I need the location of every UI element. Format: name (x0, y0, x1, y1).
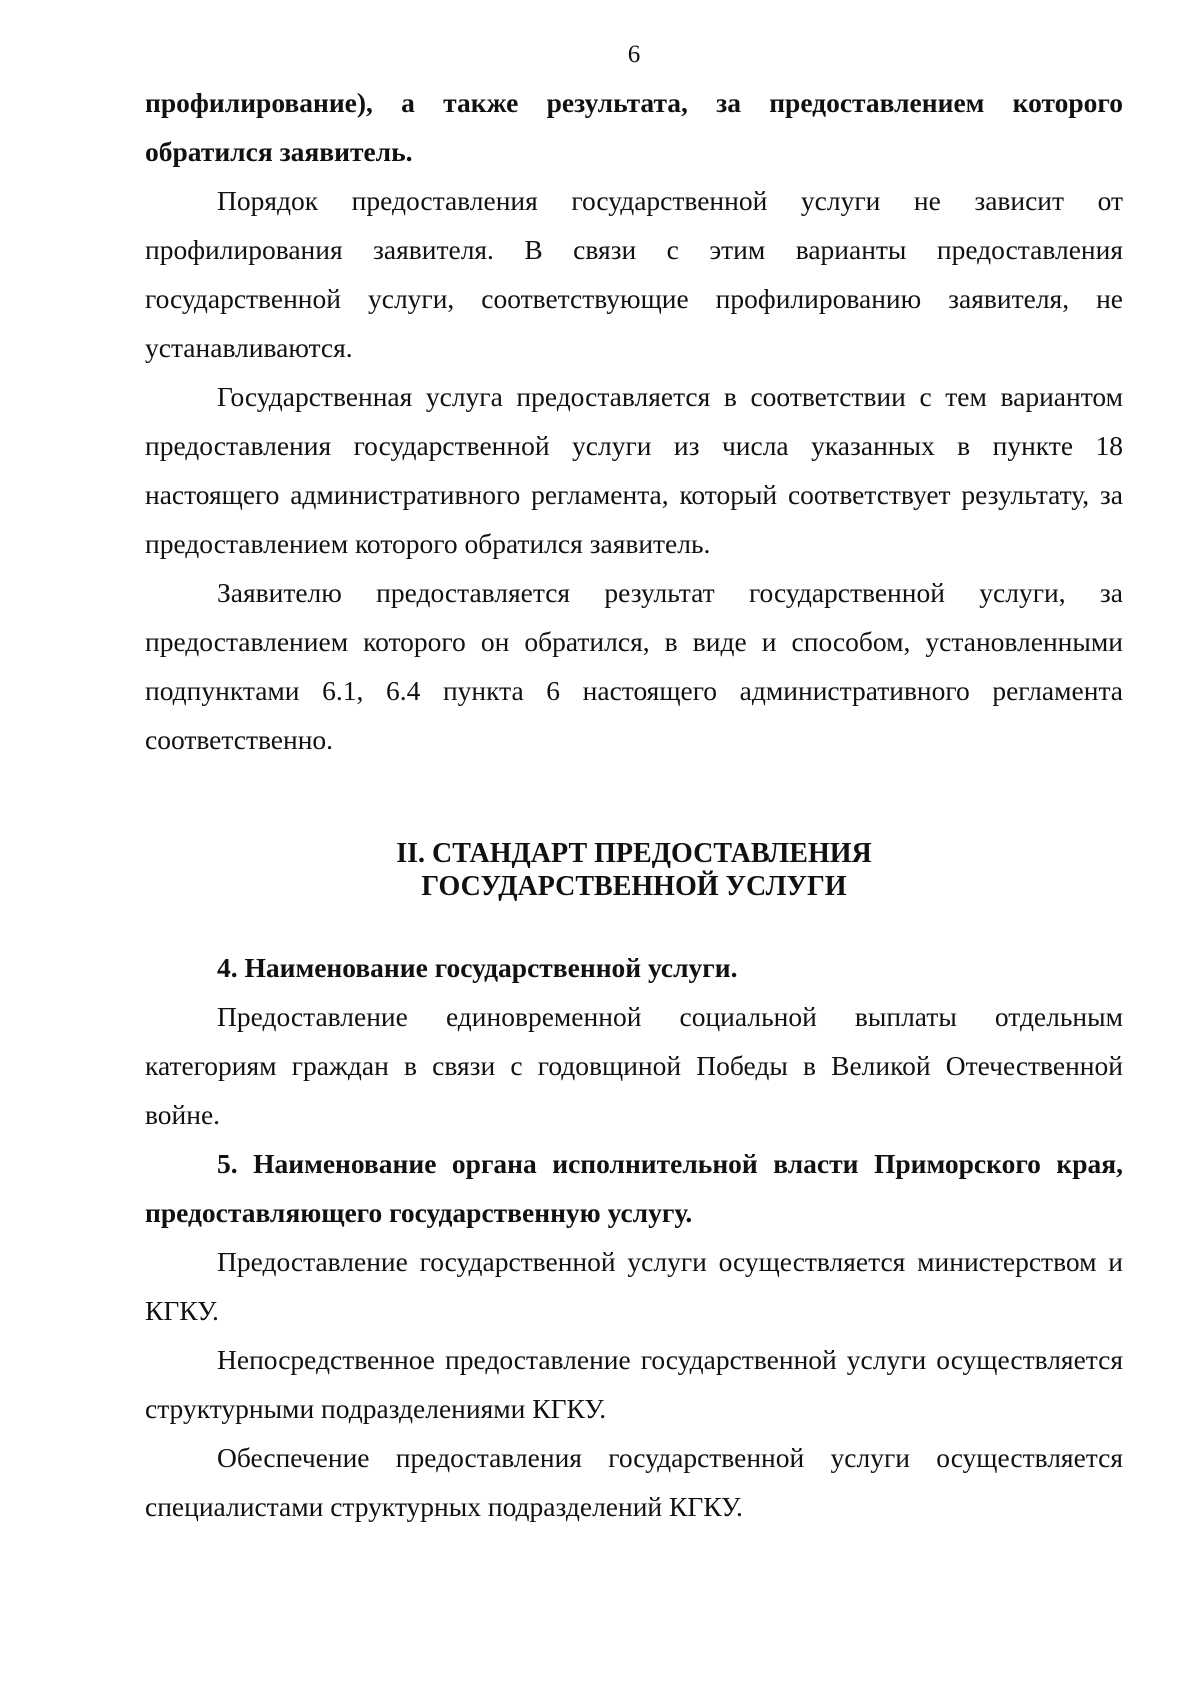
paragraph-result-provision: Заявителю предоставляется результат государственной услуги, за предоставлением которого он обратился, в виде и способом, установленными подпунктами 6.1, 6.4 пункта 6 настоящего административного регламента соответственно. (145, 577, 1123, 755)
page-number: 6 (627, 41, 641, 68)
section-title-line-2: ГОСУДАРСТВЕННОЙ УСЛУГИ (421, 871, 847, 902)
paragraph-profiling-continuation: профилирование), а также результата, за предоставлением которого обратился заявитель. (145, 87, 1123, 167)
paragraph-service-variant: Государственная услуга предоставляется в соответствии с тем вариантом предоставления государственной услуги из числа указанных в пункте 18 настоящего административного регламента, который соответствует результату, за предоставлением которого обратился заявитель. (145, 381, 1123, 559)
paragraph-ministry-kgku: Предоставление государственной услуги осуществляется министерством и КГКУ. (145, 1246, 1123, 1326)
paragraph-service-name: Предоставление единовременной социальной выплаты отдельным категориям граждан в связи с годовщиной Победы в Великой Отечественной войне. (145, 1001, 1123, 1130)
heading-executive-authority: 5. Наименование органа исполнительной власти Приморского края, предоставляющего государственную услугу. (145, 1148, 1123, 1228)
section-title-line-1: II. СТАНДАРТ ПРЕДОСТАВЛЕНИЯ (396, 838, 872, 869)
paragraph-direct-provision: Непосредственное предоставление государственной услуги осуществляется структурными подразделениями КГКУ. (145, 1344, 1123, 1424)
section-title (145, 837, 1123, 903)
document-page (145, 40, 1123, 1531)
paragraph-specialists: Обеспечение предоставления государственной услуги осуществляется специалистами структурных подразделений КГКУ. (145, 1442, 1123, 1522)
paragraph-procedure-independence: Порядок предоставления государственной услуги не зависит от профилирования заявителя. В связи с этим варианты предоставления государственной услуги, соответствующие профилированию заявителя, не устанавливаются. (145, 185, 1123, 363)
heading-service-name: 4. Наименование государственной услуги. (217, 952, 738, 983)
